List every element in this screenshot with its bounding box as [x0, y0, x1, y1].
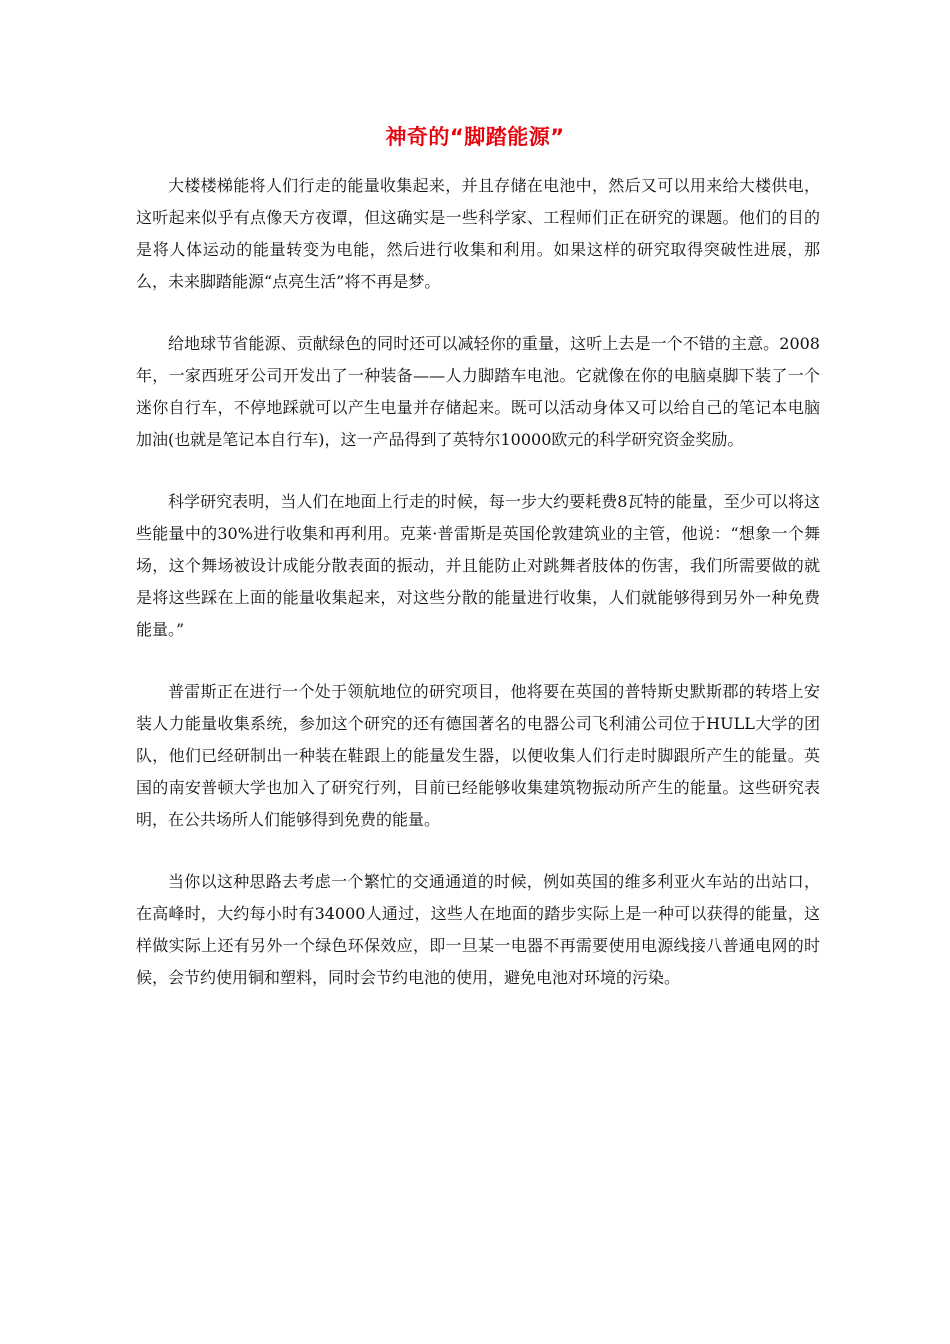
paragraph-4: 普雷斯正在进行一个处于领航地位的研究项目，他将要在英国的普特斯史默斯郡的转塔上安装人力能量收集系统，参加这个研究的还有德国著名的电器公司飞利浦公司位于HULL大学的团队，他们已经研制出一种装在鞋跟上的能量发生器，以便收集人们行走时脚跟所产生的能量。英国的南安普顿大学也加入了研究行列，目前已经能够收集建筑物振动所产生的能量。这些研究表明，在公共场所人们能够得到免费的能量。 — [136, 682, 820, 829]
paragraph-1: 大楼楼梯能将人们行走的能量收集起来，并且存储在电池中，然后又可以用来给大楼供电，这听起来似乎有点像天方夜谭，但这确实是一些科学家、工程师们正在研究的课题。他们的目的是将人体运动的能量转变为电能，然后进行收集和利用。如果这样的研究取得突破性进展，那么，未来脚踏能源“点亮生活”将不再是梦。 — [136, 176, 820, 291]
page-title: 神奇的“脚踏能源” — [385, 125, 565, 149]
article-body — [136, 170, 820, 1024]
paragraph-5: 当你以这种思路去考虑一个繁忙的交通通道的时候，例如英国的维多利亚火车站的出站口，在高峰时，大约每小时有34000人通过，这些人在地面的踏步实际上是一种可以获得的能量，这样做实际上还有另外一个绿色环保效应，即一旦某一电器不再需要使用电源线接八普通电网的时候，会节约使用铜和塑料，同时会节约电池的使用，避免电池对环境的污染。 — [136, 872, 820, 987]
paragraph-2: 给地球节省能源、贡献绿色的同时还可以减轻你的重量，这听上去是一个不错的主意。2008年，一家西班牙公司开发出了一种装备——人力脚踏车电池。它就像在你的电脑桌脚下装了一个迷你自行车，不停地踩就可以产生电量并存储起来。既可以活动身体又可以给自己的笔记本电脑加油(也就是笔记本自行车)，这一产品得到了英特尔10000欧元的科学研究资金奖励。 — [136, 334, 820, 449]
paragraph-3: 科学研究表明，当人们在地面上行走的时候，每一步大约要耗费8瓦特的能量，至少可以将这些能量中的30%进行收集和再利用。克莱·普雷斯是英国伦敦建筑业的主管，他说：“想象一个舞场，这个舞场被设计成能分散表面的振动，并且能防止对跳舞者肢体的伤害，我们所需要做的就是将这些踩在上面的能量收集起来，对这些分散的能量进行收集，人们就能够得到另外一种免费能量。” — [136, 492, 820, 639]
